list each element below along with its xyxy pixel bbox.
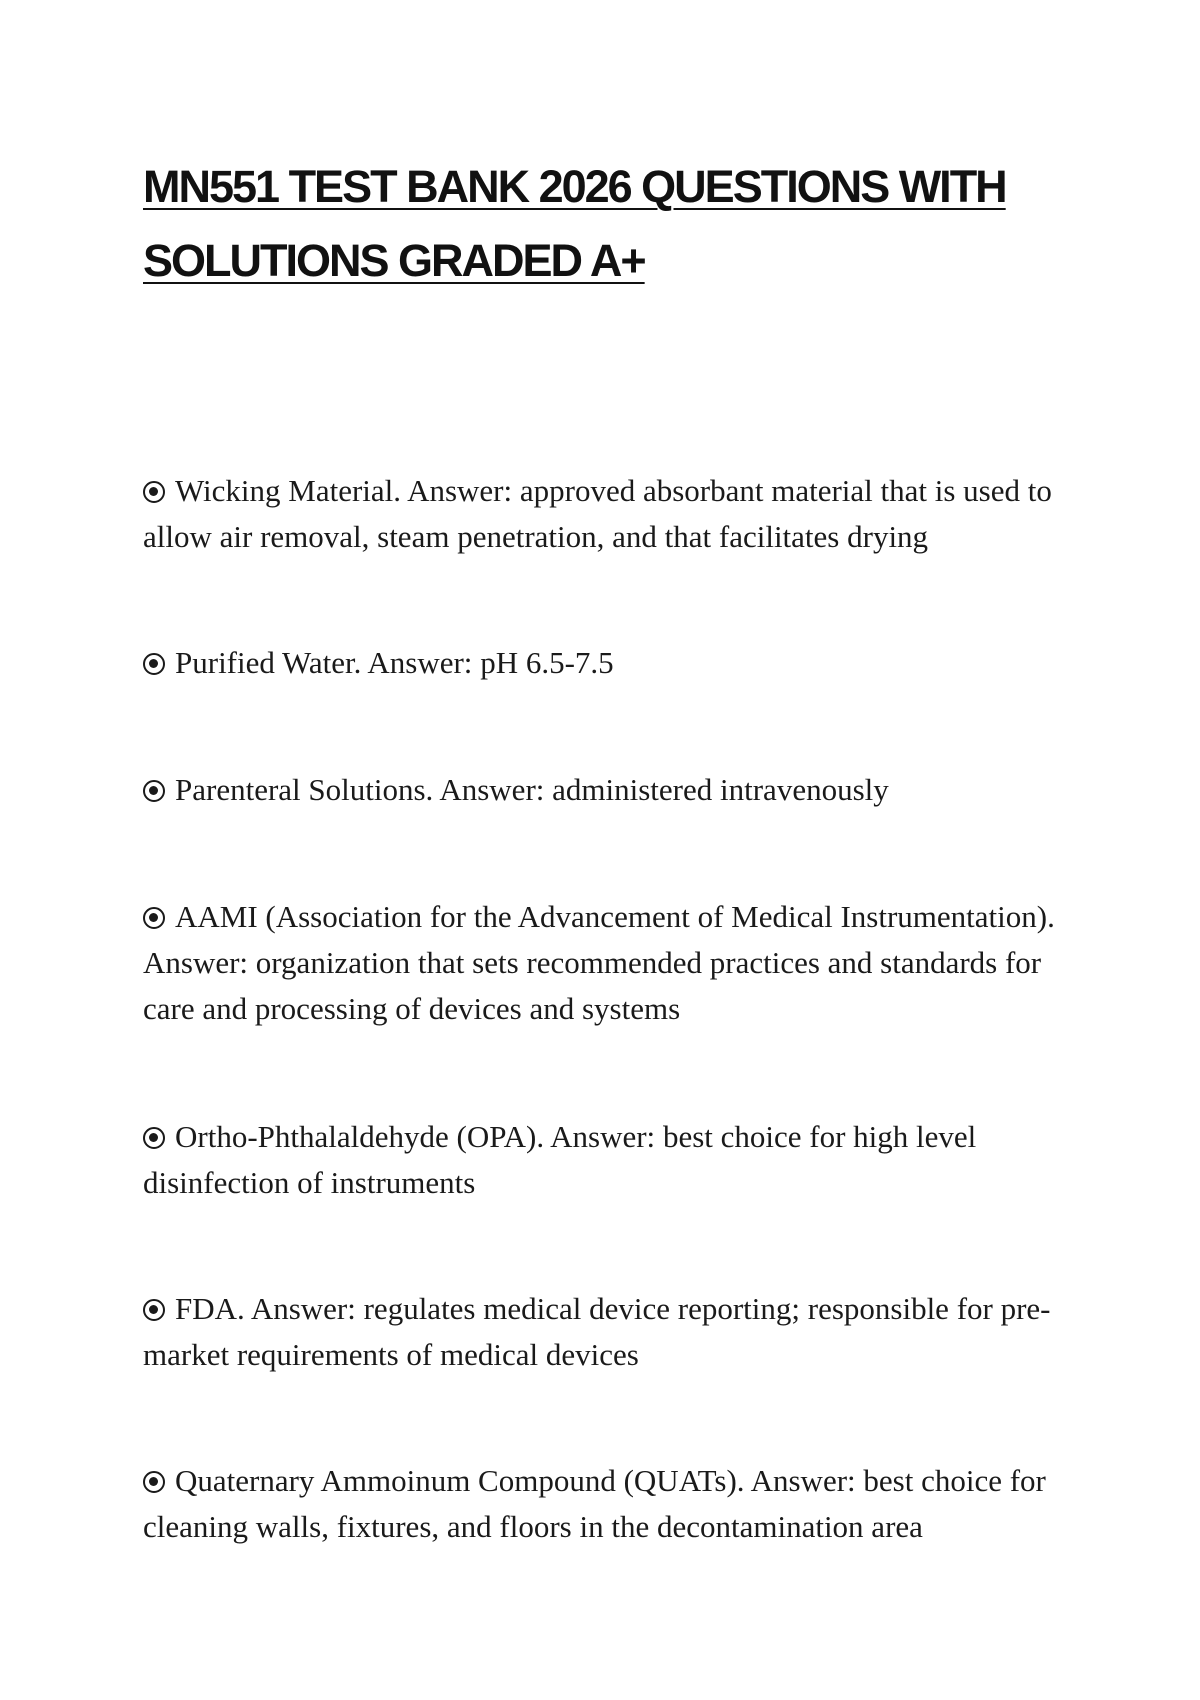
qa-term: Purified Water. [175, 645, 362, 680]
qa-answer: regulates medical device reporting; responsible for pre-market requirements of medical devices [143, 1291, 1051, 1372]
qa-term: Parenteral Solutions. [175, 772, 434, 807]
qa-item [143, 1286, 1093, 1378]
radio-bullet-icon [143, 1127, 165, 1149]
qa-term: Ortho-Phthalaldehyde (OPA). [175, 1119, 545, 1154]
qa-answer: best choice for high level disinfection of instruments [143, 1119, 977, 1200]
qa-answer: pH 6.5-7.5 [480, 645, 614, 680]
qa-term: Wicking Material. [175, 473, 402, 508]
title-line-1: MN551 TEST BANK 2026 QUESTIONS WITH [143, 161, 1006, 212]
qa-item [143, 1458, 1093, 1550]
title-line-2: SOLUTIONS GRADED A+ [143, 235, 645, 286]
qa-answer-label: Answer: [143, 945, 249, 980]
qa-answer-label: Answer: [750, 1463, 856, 1498]
qa-answer-label: Answer: [407, 473, 513, 508]
qa-answer: administered intravenously [552, 772, 889, 807]
radio-bullet-icon [143, 653, 165, 675]
qa-item [143, 468, 1093, 560]
radio-bullet-icon [143, 1299, 165, 1321]
radio-bullet-icon [143, 481, 165, 503]
qa-answer: organization that sets recommended practices and standards for care and processing of devices and systems [143, 945, 1042, 1026]
radio-bullet-icon [143, 780, 165, 802]
qa-answer-label: Answer: [250, 1291, 356, 1326]
radio-bullet-icon [143, 1471, 165, 1493]
radio-bullet-icon [143, 907, 165, 929]
qa-answer: approved absorbant material that is used to allow air removal, steam penetration, and that facilitates drying [143, 473, 1052, 554]
qa-item [143, 640, 1093, 686]
qa-item [143, 1114, 1093, 1206]
qa-term: AAMI (Association for the Advancement of Medical Instrumentation). [175, 899, 1055, 934]
qa-item [143, 767, 1093, 813]
document-title [143, 150, 1083, 298]
qa-answer-label: Answer: [550, 1119, 656, 1154]
qa-answer-label: Answer: [439, 772, 545, 807]
qa-term: FDA. [175, 1291, 245, 1326]
qa-answer: best choice for cleaning walls, fixtures, and floors in the decontamination area [143, 1463, 1046, 1544]
qa-term: Quaternary Ammoinum Compound (QUATs). [175, 1463, 745, 1498]
qa-answer-label: Answer: [367, 645, 473, 680]
qa-item [143, 894, 1093, 1032]
